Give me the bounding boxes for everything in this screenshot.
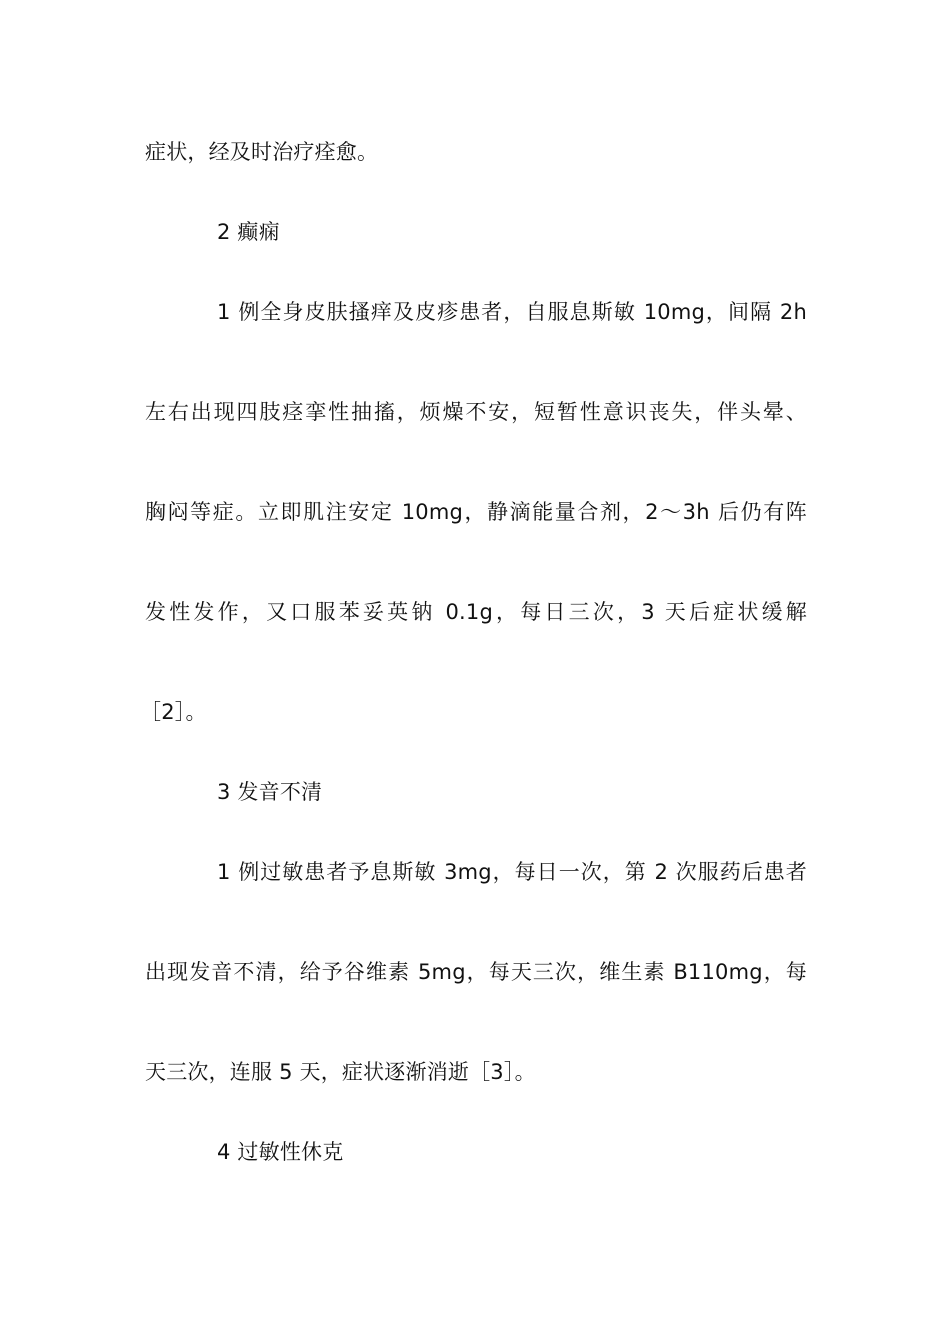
section-heading-shock: 4 过敏性休克: [217, 1140, 344, 1164]
paragraph-line-11: 天三次，连服 5 天，症状逐渐消逝［3］。: [145, 1060, 536, 1084]
paragraph-line-10: 出现发音不清，给予谷维素 5mg，每天三次，维生素 B110mg，每: [145, 960, 807, 984]
paragraph-line-1: 症状，经及时治疗痊愈。: [145, 140, 379, 164]
paragraph-line-4: 左右出现四肢痉挛性抽搐，烦燥不安，短暂性意识丧失，伴头晕、: [145, 400, 807, 424]
citation-line: ［2］。: [140, 700, 207, 724]
paragraph-line-9: 1 例过敏患者予息斯敏 3mg，每日一次，第 2 次服药后患者: [217, 860, 807, 884]
section-heading-speech: 3 发音不清: [217, 780, 323, 804]
paragraph-line-5: 胸闷等症。立即肌注安定 10mg，静滴能量合剂，2～3h 后仍有阵: [145, 500, 807, 524]
paragraph-line-6: 发性发作，又口服苯妥英钠 0.1g，每日三次，3 天后症状缓解: [145, 600, 807, 624]
paragraph-line-3: 1 例全身皮肤搔痒及皮疹患者，自服息斯敏 10mg，间隔 2h: [217, 300, 807, 324]
section-heading-epilepsy: 2 癫痫: [217, 220, 280, 244]
